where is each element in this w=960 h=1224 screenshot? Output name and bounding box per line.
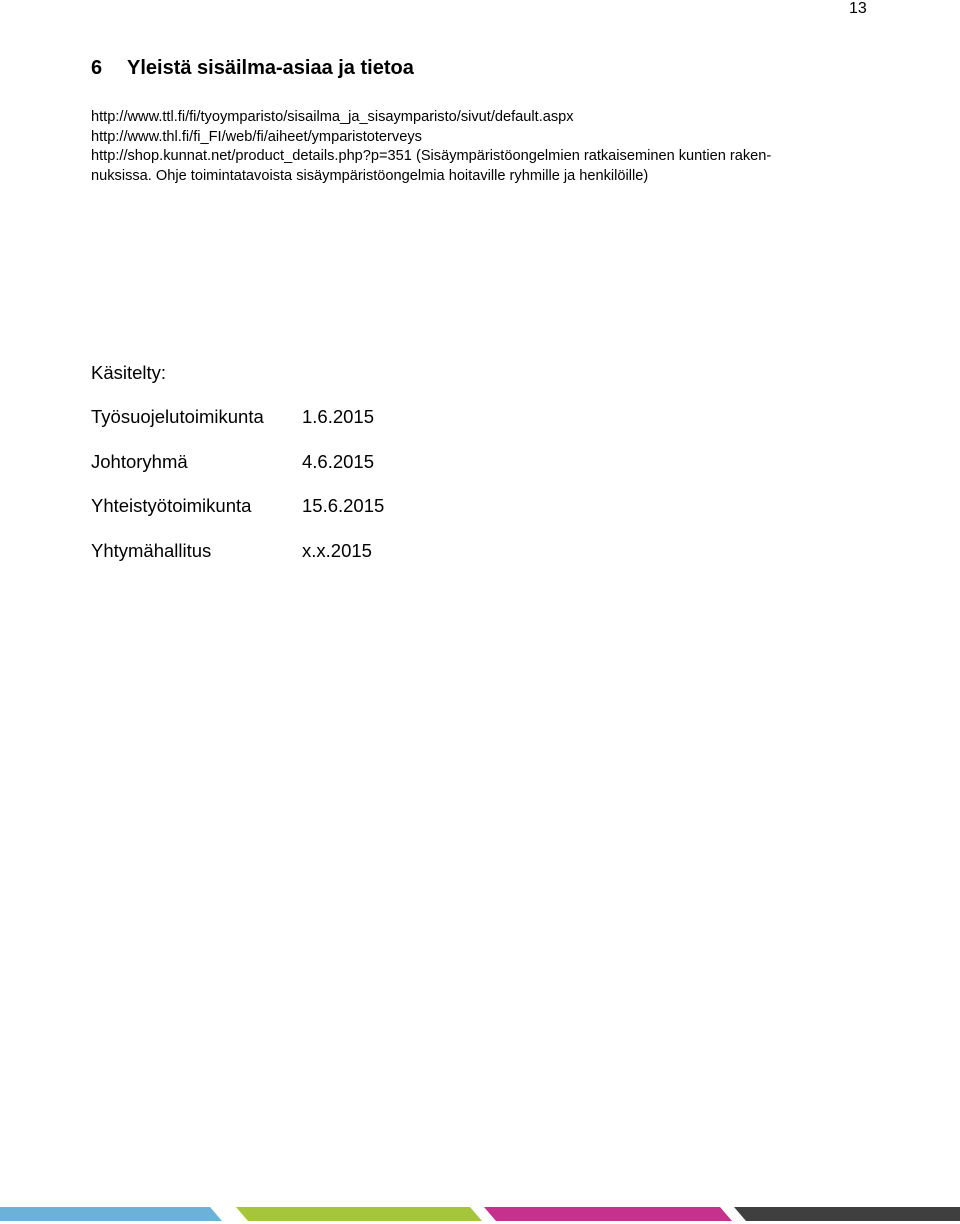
footer-strip-dark: [734, 1207, 960, 1221]
handled-body: Yhtymähallitus: [91, 539, 212, 561]
section-number: 6: [91, 57, 103, 79]
footer-strip-green: [236, 1207, 482, 1221]
handled-row: [91, 495, 384, 540]
handled-date: x.x.2015: [302, 539, 372, 561]
section-heading: [91, 57, 414, 80]
handled-label: Käsitelty:: [91, 362, 167, 383]
handled-body: Yhteistyötoimikunta: [91, 495, 252, 516]
reference-links: [91, 108, 861, 186]
handled-body: Johtoryhmä: [91, 450, 188, 472]
link-ttl[interactable]: http://www.ttl.fi/fi/tyoymparisto/sisailma_ja_sisaymparisto/sivut/default.aspx: [91, 109, 574, 125]
page-number: 13: [849, 0, 867, 17]
footer-strip-blue: [0, 1207, 222, 1221]
handled-body: Työsuojelutoimikunta: [91, 406, 264, 427]
footer-color-strip: [0, 1207, 960, 1221]
handled-row: [91, 451, 384, 496]
handled-date: 4.6.2015: [302, 450, 375, 472]
handled-block: [91, 362, 384, 584]
handled-row: [91, 406, 384, 451]
link-thl[interactable]: http://www.thl.fi/fi_FI/web/fi/aiheet/ymparistoterveys: [91, 128, 422, 145]
link-kunnat-description: nuksissa. Ohje toimintatavoista sisäympäristöongelmia hoitaville ryhmille ja henkilöille): [91, 167, 649, 184]
section-title: Yleistä sisäilma-asiaa ja tietoa: [127, 57, 414, 79]
footer-strip-magenta: [484, 1207, 732, 1221]
handled-date: 15.6.2015: [302, 495, 385, 516]
handled-date: 1.6.2015: [302, 406, 375, 427]
handled-row: [91, 540, 384, 585]
link-kunnat-shop[interactable]: http://shop.kunnat.net/product_details.php?p=351 (Sisäympäristöongelmien ratkaiseminen kuntien raken-: [91, 148, 772, 164]
